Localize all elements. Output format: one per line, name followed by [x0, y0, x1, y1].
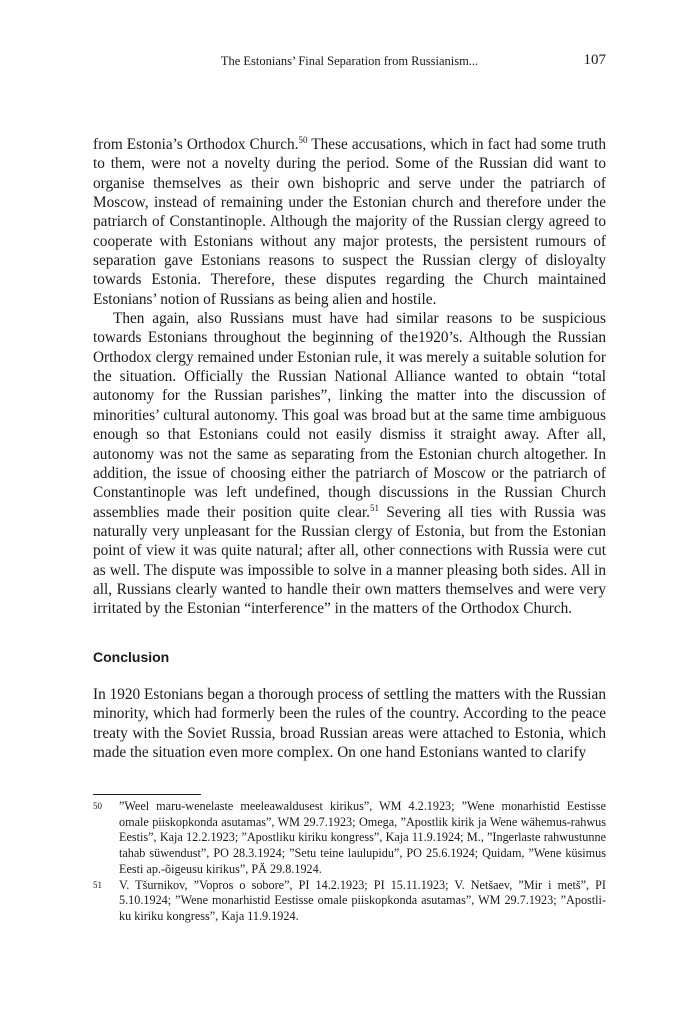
footnote-51 — [93, 878, 606, 925]
page-number: 107 — [583, 52, 606, 68]
paragraph-text: Then again, also Russians must have had similar reasons to be suspicious towards Estonians throughout the beginning of the1920’s. Although the Russian Orthodox clergy remained under Estonian rule, it was merely a suitable solution for the situation. Officially the Russian National Alliance wanted to obtain “total autonomy for the Russian parishes”, linking the matter into the discussion of minorities’ cultural autonomy. This goal was broad but at the same time ambiguous enough so that Estonians could not easily dismiss it straight away. After all, autonomy was not the same as separating from the Estonian church altogether. In addition, the issue of choosing either the patriarch of Moscow or the patriarch of Constantinople was left undefined, though discussions in the Russian Church assemblies made their position quite clear. — [93, 310, 606, 521]
footnote-divider — [93, 794, 201, 795]
section-heading-conclusion: Conclusion — [93, 649, 170, 665]
paragraph-text: Severing all ties with Russia was naturally very unpleasant for the Russian clergy of Estonia, but from the Estonian point of view it was quite natural; after all, other connections with Russia were cut as well. The dispute was impossible to solve in a manner pleasing both sides. All in all, Russians clearly wanted to handle their own matters themselves and were very irritated by the Estonian “interference” in the matters of the Orthodox Church. — [93, 503, 606, 618]
footnote-ref-51[interactable]: 51 — [369, 502, 379, 513]
paragraph-text: from Estonia’s Orthodox Church. — [93, 136, 299, 153]
footnote-text: ”Weel maru-wenelaste meeleawaldusest kirikus”, WM 4.2.1923; ”Wene monarhistid Eestisse omale piiskopkonda asutamas”, WM 29.7.1923; Omega, ”Apostlik kirik ja Wene wähemus-rahwus Eestis”, Kaja 12.2.1923; ”Apostliku kiriku kongress”, Kaja 11.9.1924; M., ”Ingerlaste rahwustunne tahab süwendust”, PO 28.3.1924; ”Setu teine laulupidu”, PO 25.6.1924; Quidam, ”Wene küsimus Eesti ap.-õigeusu kirikus”, PÄ 29.8.1924. — [119, 799, 606, 876]
body-paragraph-1 — [93, 135, 606, 309]
running-title: The Estonians’ Final Separation from Russianism... — [220, 54, 479, 68]
conclusion-text — [93, 685, 606, 762]
body-text — [93, 135, 606, 619]
body-paragraph-2 — [93, 309, 606, 619]
footnote-text: V. Tšurnikov, ”Vopros o sobore”, PI 14.2.1923; PI 15.11.1923; V. Netšaev, ”Mir i metš”, PI 5.10.1924; ”Wene monarhistid Eestisse omale piiskopkonda asutamas”, WM 29.7.1923; ”Apostli-ku kiriku kongress”, Kaja 11.9.1924. — [119, 877, 606, 923]
footnotes — [93, 799, 606, 925]
footnote-ref-50[interactable]: 50 — [298, 134, 308, 145]
footnote-number: 50 — [93, 801, 102, 811]
footnote-50 — [93, 799, 606, 878]
footnote-number: 51 — [93, 879, 102, 890]
conclusion-paragraph: In 1920 Estonians began a thorough process of settling the matters with the Russian minority, which had formerly been the rules of the country. According to the peace treaty with the Soviet Russia, broad Russian areas were attached to Estonia, which made the situation even more complex. On one hand Estonians wanted to clarify — [93, 686, 606, 762]
paragraph-text: These accusations, which in fact had some truth to them, were not a novelty during the period. Some of the Russian did want to organise themselves as their own bishopric and serve under the patriarch of Moscow, instead of remaining under the Estonian church and therefore under the patriarch of Constantinople. Although the majority of the Russian clergy agreed to cooperate with Estonians without any major protests, the persistent rumours of separation gave Estonians reasons to suspect the Russian clergy of disloyalty towards Estonia. Therefore, these disputes regarding the Church maintained Estonians’ notion of Russians as being alien and hostile. — [93, 136, 606, 308]
